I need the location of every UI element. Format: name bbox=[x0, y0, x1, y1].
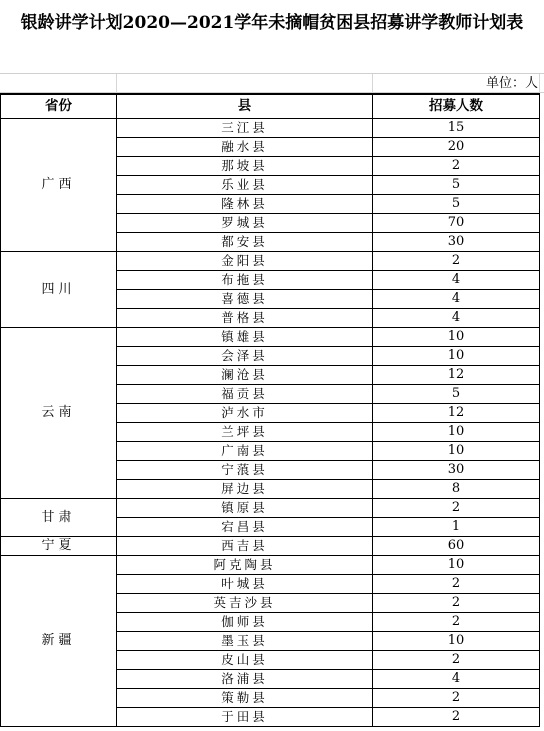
grid-line bbox=[539, 74, 540, 93]
count-cell: 30 bbox=[373, 233, 540, 252]
county-cell: 融水县 bbox=[117, 138, 373, 157]
county-cell: 阿克陶县 bbox=[117, 556, 373, 575]
province-cell: 宁夏 bbox=[1, 537, 117, 556]
count-cell: 15 bbox=[373, 119, 540, 138]
count-cell: 2 bbox=[373, 594, 540, 613]
unit-label: 单位：人 bbox=[485, 76, 538, 91]
count-cell: 10 bbox=[373, 347, 540, 366]
count-cell: 2 bbox=[373, 689, 540, 708]
page-title: 银龄讲学计划2020—2021学年未摘帽贫困县招募讲学教师计划表 bbox=[0, 0, 544, 74]
count-cell: 4 bbox=[373, 309, 540, 328]
header-row bbox=[1, 94, 540, 119]
count-cell: 12 bbox=[373, 366, 540, 385]
count-cell: 1 bbox=[373, 518, 540, 537]
province-cell: 云南 bbox=[1, 328, 117, 499]
county-cell: 于田县 bbox=[117, 708, 373, 727]
county-cell: 乐业县 bbox=[117, 176, 373, 195]
count-cell: 70 bbox=[373, 214, 540, 233]
province-cell: 新疆 bbox=[1, 556, 117, 727]
county-cell: 策勒县 bbox=[117, 689, 373, 708]
count-cell: 10 bbox=[373, 556, 540, 575]
table-row bbox=[1, 537, 540, 556]
count-cell: 30 bbox=[373, 461, 540, 480]
county-cell: 那坡县 bbox=[117, 157, 373, 176]
table-row bbox=[1, 119, 540, 138]
county-cell: 会泽县 bbox=[117, 347, 373, 366]
grid-line bbox=[372, 74, 373, 93]
county-cell: 福贡县 bbox=[117, 385, 373, 404]
county-cell: 英吉沙县 bbox=[117, 594, 373, 613]
count-cell: 4 bbox=[373, 670, 540, 689]
county-cell: 三江县 bbox=[117, 119, 373, 138]
county-cell: 皮山县 bbox=[117, 651, 373, 670]
count-cell: 2 bbox=[373, 651, 540, 670]
county-cell: 隆林县 bbox=[117, 195, 373, 214]
table-row bbox=[1, 252, 540, 271]
county-cell: 普格县 bbox=[117, 309, 373, 328]
table-row bbox=[1, 556, 540, 575]
table-row bbox=[1, 328, 540, 347]
count-cell: 5 bbox=[373, 385, 540, 404]
header-county: 县 bbox=[117, 94, 373, 119]
county-cell: 宁蒗县 bbox=[117, 461, 373, 480]
county-cell: 都安县 bbox=[117, 233, 373, 252]
table-row bbox=[1, 499, 540, 518]
county-cell: 洛浦县 bbox=[117, 670, 373, 689]
count-cell: 10 bbox=[373, 328, 540, 347]
county-cell: 布拖县 bbox=[117, 271, 373, 290]
table-body bbox=[1, 119, 540, 727]
count-cell: 2 bbox=[373, 613, 540, 632]
county-cell: 墨玉县 bbox=[117, 632, 373, 651]
county-cell: 泸水市 bbox=[117, 404, 373, 423]
county-cell: 西吉县 bbox=[117, 537, 373, 556]
count-cell: 20 bbox=[373, 138, 540, 157]
province-cell: 四川 bbox=[1, 252, 117, 328]
count-cell: 2 bbox=[373, 499, 540, 518]
count-cell: 2 bbox=[373, 252, 540, 271]
unit-row bbox=[0, 74, 544, 93]
county-cell: 金阳县 bbox=[117, 252, 373, 271]
county-cell: 伽师县 bbox=[117, 613, 373, 632]
count-cell: 12 bbox=[373, 404, 540, 423]
count-cell: 4 bbox=[373, 271, 540, 290]
count-cell: 5 bbox=[373, 176, 540, 195]
county-cell: 屏边县 bbox=[117, 480, 373, 499]
count-cell: 2 bbox=[373, 575, 540, 594]
header-count: 招募人数 bbox=[373, 94, 540, 119]
grid-line bbox=[116, 74, 117, 93]
count-cell: 4 bbox=[373, 290, 540, 309]
county-cell: 澜沧县 bbox=[117, 366, 373, 385]
count-cell: 8 bbox=[373, 480, 540, 499]
province-cell: 广西 bbox=[1, 119, 117, 252]
county-cell: 宕昌县 bbox=[117, 518, 373, 537]
count-cell: 60 bbox=[373, 537, 540, 556]
county-cell: 镇原县 bbox=[117, 499, 373, 518]
count-cell: 2 bbox=[373, 157, 540, 176]
county-cell: 兰坪县 bbox=[117, 423, 373, 442]
header-province: 省份 bbox=[1, 94, 117, 119]
county-cell: 叶城县 bbox=[117, 575, 373, 594]
county-cell: 罗城县 bbox=[117, 214, 373, 233]
county-cell: 喜德县 bbox=[117, 290, 373, 309]
count-cell: 2 bbox=[373, 708, 540, 727]
count-cell: 10 bbox=[373, 423, 540, 442]
count-cell: 10 bbox=[373, 632, 540, 651]
county-cell: 镇雄县 bbox=[117, 328, 373, 347]
province-cell: 甘肃 bbox=[1, 499, 117, 537]
county-cell: 广南县 bbox=[117, 442, 373, 461]
count-cell: 5 bbox=[373, 195, 540, 214]
recruitment-table bbox=[0, 93, 540, 727]
count-cell: 10 bbox=[373, 442, 540, 461]
